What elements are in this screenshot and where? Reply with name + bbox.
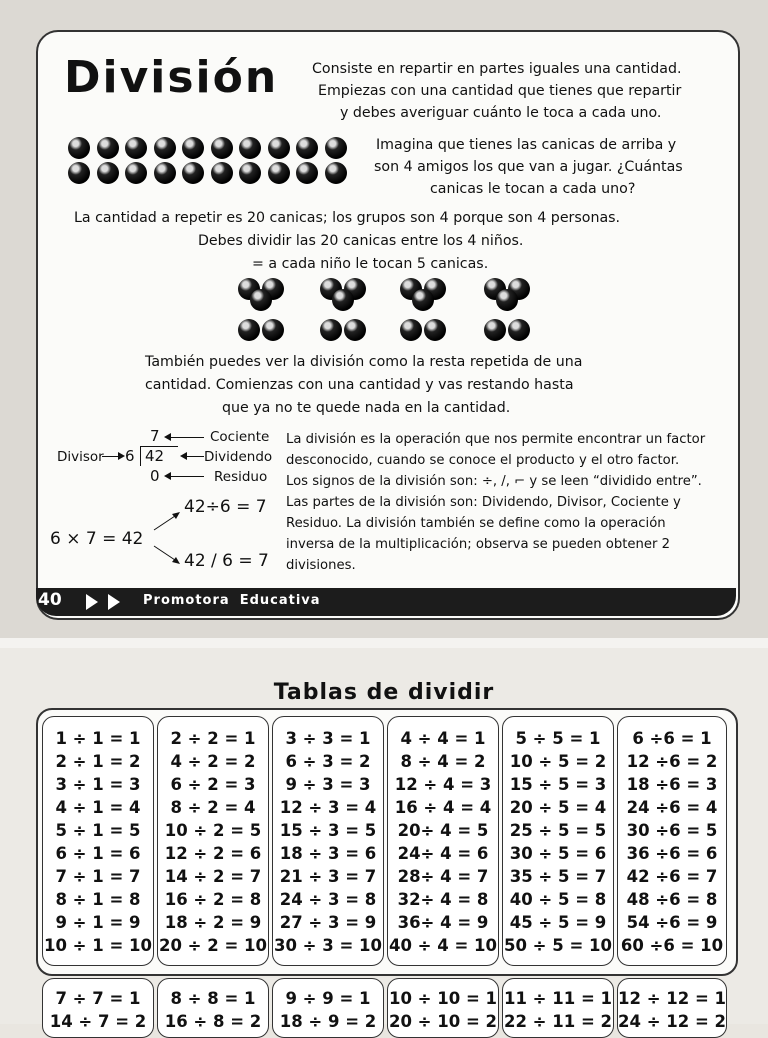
brand-word-1: Promotora — [143, 593, 230, 608]
table-row: 3 ÷ 1 = 3 — [55, 775, 141, 794]
table-row: 32÷ 4 = 8 — [397, 890, 489, 909]
marble-icon — [97, 162, 119, 184]
table-row: 12 ÷6 = 2 — [626, 752, 718, 771]
divisor-value: 6 — [125, 447, 135, 465]
table-row: 18 ÷ 2 = 9 — [164, 913, 262, 932]
division-table-12 — [617, 978, 727, 1038]
marble-icon — [262, 319, 284, 341]
table-row: 36 ÷6 = 6 — [626, 844, 718, 863]
table-row: 20 ÷ 2 = 10 — [158, 936, 268, 955]
division-table-2 — [157, 716, 269, 966]
table-row: 10 ÷ 10 = 1 — [388, 989, 498, 1008]
division-table-9 — [272, 978, 384, 1038]
table-row: 4 ÷ 4 = 1 — [400, 729, 486, 748]
division-bracket — [140, 446, 141, 466]
division-table-1 — [42, 716, 154, 966]
dividend-value: 42 — [145, 447, 165, 465]
label-remainder: Residuo — [214, 469, 268, 485]
table-row: 42 ÷6 = 7 — [626, 867, 718, 886]
page-number: 40 — [38, 590, 62, 610]
table-row: 10 ÷ 2 = 5 — [164, 821, 262, 840]
marbles-text-1: Imagina que tienes las canicas de arriba y — [376, 137, 677, 153]
table-row: 5 ÷ 1 = 5 — [55, 821, 141, 840]
table-row: 7 ÷ 1 = 7 — [55, 867, 141, 886]
marble-icon — [268, 162, 290, 184]
footer-arrow-icon — [108, 594, 120, 610]
marble-icon — [211, 137, 233, 159]
marble-icon — [484, 319, 506, 341]
table-row: 22 ÷ 11 = 2 — [503, 1012, 613, 1031]
table-row: 8 ÷ 4 = 2 — [400, 752, 486, 771]
table-row: 4 ÷ 2 = 2 — [170, 752, 256, 771]
equation-arrows — [150, 508, 184, 568]
table-row: 9 ÷ 1 = 9 — [55, 913, 141, 932]
page-title: División — [64, 52, 279, 103]
table-row: 2 ÷ 2 = 1 — [170, 729, 256, 748]
intro-line-3: y debes averiguar cuánto le toca a cada uno. — [340, 105, 662, 121]
table-row: 45 ÷ 5 = 9 — [509, 913, 607, 932]
explanation-line-3: = a cada niño le tocan 5 canicas. — [252, 256, 489, 272]
footer-brand — [143, 593, 321, 608]
quotient-value: 7 — [150, 427, 160, 445]
marble-icon — [296, 162, 318, 184]
table-row: 27 ÷ 3 = 9 — [279, 913, 377, 932]
tables-title: Tablas de dividir — [273, 680, 495, 705]
table-row: 4 ÷ 1 = 4 — [55, 798, 141, 817]
table-row: 16 ÷ 2 = 8 — [164, 890, 262, 909]
footer-bar — [36, 588, 736, 616]
division-table-7 — [42, 978, 154, 1038]
marble-icon — [211, 162, 233, 184]
table-row: 40 ÷ 5 = 8 — [509, 890, 607, 909]
definition-line-2: desconocido, cuando se conoce el producto y el otro factor. — [286, 453, 680, 468]
definition-line-4: Las partes de la división son: Dividendo, Divisor, Cociente y — [286, 495, 681, 510]
table-row: 18 ÷ 9 = 2 — [279, 1012, 377, 1031]
table-row: 30 ÷ 3 = 10 — [273, 936, 383, 955]
definition-line-5: Residuo. La división también se define como la operación — [286, 516, 666, 531]
table-row: 8 ÷ 8 = 1 — [170, 989, 256, 1008]
table-row: 12 ÷ 12 = 1 — [618, 989, 727, 1008]
marble-icon — [125, 137, 147, 159]
table-row: 18 ÷6 = 3 — [626, 775, 718, 794]
marble-icon — [268, 137, 290, 159]
marble-icon — [97, 137, 119, 159]
explanation-line-1: La cantidad a repetir es 20 canicas; los grupos son 4 porque son 4 personas. — [74, 210, 621, 226]
table-row: 7 ÷ 7 = 1 — [55, 989, 141, 1008]
subtraction-line-3: que ya no te quede nada en la cantidad. — [222, 400, 511, 416]
table-row: 2 ÷ 1 = 2 — [55, 752, 141, 771]
subtraction-line-2: cantidad. Comienzas con una cantidad y vas restando hasta — [145, 377, 574, 393]
marble-icon — [154, 162, 176, 184]
label-dividend: Dividendo — [204, 449, 273, 465]
table-row: 48 ÷6 = 8 — [626, 890, 718, 909]
marble-icon — [325, 137, 347, 159]
marble-icon — [320, 319, 342, 341]
table-row: 20 ÷ 10 = 2 — [388, 1012, 498, 1031]
table-row: 12 ÷ 4 = 3 — [394, 775, 492, 794]
arrow-to-remainder — [166, 476, 204, 477]
table-row: 20÷ 4 = 5 — [397, 821, 489, 840]
table-row: 11 ÷ 11 = 1 — [503, 989, 613, 1008]
intro-line-2: Empiezas con una cantidad que tienes que repartir — [318, 83, 682, 99]
marble-icon — [125, 162, 147, 184]
table-row: 50 ÷ 5 = 10 — [503, 936, 613, 955]
table-row: 8 ÷ 2 = 4 — [170, 798, 256, 817]
table-row: 14 ÷ 7 = 2 — [49, 1012, 147, 1031]
table-row: 35 ÷ 5 = 7 — [509, 867, 607, 886]
marble-icon — [296, 137, 318, 159]
table-row: 9 ÷ 3 = 3 — [285, 775, 371, 794]
division-table-6 — [617, 716, 727, 966]
brand-word-2: Educativa — [239, 593, 321, 608]
table-row: 16 ÷ 8 = 2 — [164, 1012, 262, 1031]
table-row: 15 ÷ 5 = 3 — [509, 775, 607, 794]
division-table-10 — [387, 978, 499, 1038]
table-row: 9 ÷ 9 = 1 — [285, 989, 371, 1008]
table-row: 24÷ 4 = 6 — [397, 844, 489, 863]
table-row: 16 ÷ 4 = 4 — [394, 798, 492, 817]
table-row: 24 ÷ 3 = 8 — [279, 890, 377, 909]
marble-icon — [182, 162, 204, 184]
footer-arrow-icon — [86, 594, 98, 610]
table-row: 14 ÷ 2 = 7 — [164, 867, 262, 886]
table-row: 6 ÷ 2 = 3 — [170, 775, 256, 794]
table-row: 18 ÷ 3 = 6 — [279, 844, 377, 863]
table-row: 21 ÷ 3 = 7 — [279, 867, 377, 886]
table-row: 24 ÷ 12 = 2 — [618, 1012, 727, 1031]
definition-line-3: Los signos de la división son: ÷, /, ⌐ y se leen “dividido entre”. — [286, 474, 702, 489]
division-table-4 — [387, 716, 499, 966]
definition-line-7: divisiones. — [286, 558, 356, 573]
table-row: 12 ÷ 3 = 4 — [279, 798, 377, 817]
marbles-text-2: son 4 amigos los que van a jugar. ¿Cuántas — [374, 159, 683, 175]
division-table-8 — [157, 978, 269, 1038]
marble-icon — [154, 137, 176, 159]
table-row: 15 ÷ 3 = 5 — [279, 821, 377, 840]
arrow-head-divisor — [118, 452, 125, 460]
division-equation-2: 42 / 6 = 7 — [184, 551, 269, 571]
arrow-to-dividend — [182, 456, 204, 457]
definition-line-1: La división es la operación que nos permite encontrar un factor — [286, 432, 706, 447]
table-row: 12 ÷ 2 = 6 — [164, 844, 262, 863]
table-row: 24 ÷6 = 4 — [626, 798, 718, 817]
table-row: 10 ÷ 1 = 10 — [43, 936, 153, 955]
label-divisor: Divisor — [57, 449, 104, 465]
table-row: 25 ÷ 5 = 5 — [509, 821, 607, 840]
division-table-5 — [502, 716, 614, 966]
marble-icon — [239, 137, 261, 159]
table-row: 28÷ 4 = 7 — [397, 867, 489, 886]
table-row: 3 ÷ 3 = 1 — [285, 729, 371, 748]
table-row: 60 ÷6 = 10 — [620, 936, 724, 955]
table-row: 6 ÷6 = 1 — [632, 729, 712, 748]
marble-icon — [344, 319, 366, 341]
division-table-3 — [272, 716, 384, 966]
marble-icon — [508, 319, 530, 341]
table-row: 30 ÷ 5 = 6 — [509, 844, 607, 863]
definition-line-6: inversa de la multiplicación; observa se pueden obtener 2 — [286, 537, 671, 552]
explanation-line-2: Debes dividir las 20 canicas entre los 4 niños. — [198, 233, 524, 249]
multiplication-equation: 6 × 7 = 42 — [50, 529, 144, 549]
intro-line-1: Consiste en repartir en partes iguales una cantidad. — [312, 61, 682, 77]
table-row: 40 ÷ 4 = 10 — [388, 936, 498, 955]
remainder-value: 0 — [150, 467, 160, 485]
marble-icon — [68, 137, 90, 159]
table-row: 6 ÷ 1 = 6 — [55, 844, 141, 863]
marbles-text-3: canicas le tocan a cada uno? — [430, 181, 636, 197]
marble-icon — [400, 319, 422, 341]
table-row: 54 ÷6 = 9 — [626, 913, 718, 932]
marble-icon — [68, 162, 90, 184]
marble-icon — [325, 162, 347, 184]
subtraction-line-1: También puedes ver la división como la resta repetida de una — [145, 354, 583, 370]
division-table-11 — [502, 978, 614, 1038]
marble-icon — [182, 137, 204, 159]
marble-icon — [238, 319, 260, 341]
table-row: 36÷ 4 = 9 — [397, 913, 489, 932]
arrow-to-quotient — [166, 437, 204, 438]
table-row: 8 ÷ 1 = 8 — [55, 890, 141, 909]
label-quotient: Cociente — [210, 429, 270, 445]
marble-icon — [239, 162, 261, 184]
division-equation-1: 42÷6 = 7 — [184, 497, 267, 517]
table-row: 1 ÷ 1 = 1 — [55, 729, 141, 748]
table-row: 6 ÷ 3 = 2 — [285, 752, 371, 771]
marble-icon — [424, 319, 446, 341]
table-row: 10 ÷ 5 = 2 — [509, 752, 607, 771]
table-row: 30 ÷6 = 5 — [626, 821, 718, 840]
table-row: 5 ÷ 5 = 1 — [515, 729, 601, 748]
table-row: 20 ÷ 5 = 4 — [509, 798, 607, 817]
